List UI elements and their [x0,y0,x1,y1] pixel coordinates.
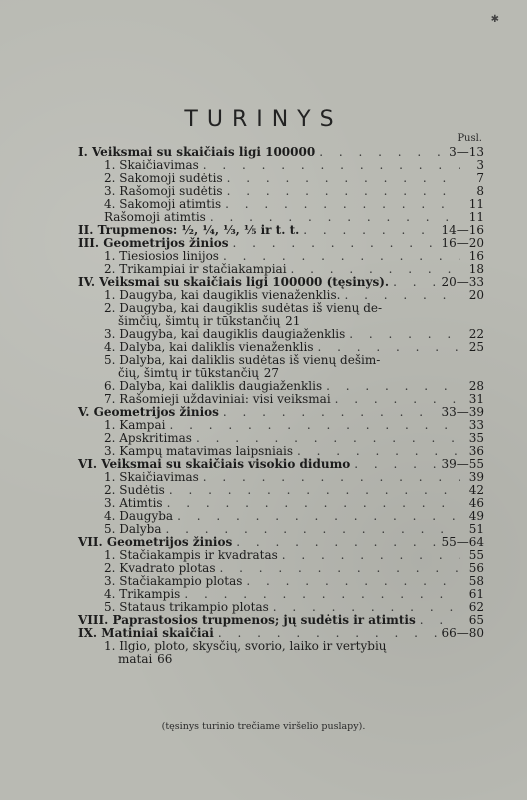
toc-page-number: 39—55 [441,457,484,471]
toc-entry-label: 7. Rašomieji uždaviniai: visi veiksmai [104,392,331,406]
toc-entry-label: 2. Apskritimas [104,431,192,445]
toc-page-number: 55—64 [441,535,484,549]
toc-entry-label: 3. Kampų matavimas laipsniais [104,444,294,458]
toc-page-number: 20 [468,288,484,302]
toc-entry-label: 1. Skaičiavimas [104,470,199,484]
toc-entry-label: 1. Kampai [104,418,166,432]
toc-page-number: 31 [468,392,484,406]
toc-entry-label: 5. Dalyba [104,522,162,536]
toc-entry-label: I. Veiksmai su skaičiais ligi 100000 [78,145,316,159]
dot-leader [354,458,437,471]
toc-entry-label: V. Geometrijos žinios [78,405,219,419]
toc-page-number: 49 [468,509,484,523]
table-of-contents [78,146,484,666]
toc-page-number: 25 [468,340,484,354]
toc-page-number: 8 [476,184,484,198]
toc-entry-label: 4. Trikampis [104,587,181,601]
toc-page-number: 51 [468,522,484,536]
toc-entry-label: 2. Trikampiai ir stačiakampiai [104,262,287,276]
dot-leader [393,276,437,289]
dot-leader [233,237,438,250]
toc-entry-label: 4. Sakomoji atimtis [104,197,222,211]
toc-page-number: 3—13 [449,145,484,159]
toc-page-number: 21 [285,314,301,328]
toc-entry-label: 4. Dalyba, kai daliklis vienaženklis [104,340,314,354]
toc-page-number: 33—39 [441,405,484,419]
page-title: TURINYS [184,107,343,132]
toc-page-number: 36 [468,444,484,458]
toc-entry-label: 3. Atimtis [104,496,163,510]
toc-entry-label: VIII. Paprastosios trupmenos; jų sudėtis ir atimtis [78,613,416,627]
toc-entry-label: 2. Sakomoji sudėtis [104,171,223,185]
toc-entry-label: šimčių, šimtų ir tūkstančių [118,314,281,328]
toc-page-number: 46 [468,496,484,510]
dot-leader [303,224,437,237]
toc-page-number: 61 [468,587,484,601]
toc-entry-label: III. Geometrijos žinios [78,236,229,250]
dot-leader [167,497,460,510]
toc-entry-label: 5. Dalyba, kai daliklis sudėtas iš vienų dešim- [104,353,381,367]
toc-page-number: 20—33 [441,275,484,289]
toc-page-number: 18 [468,262,484,276]
toc-page-number: 22 [468,327,484,341]
dot-leader [223,406,438,419]
toc-entry-label: VII. Geometrijos žinios [78,535,233,549]
toc-entry-label: Rašomoji atimtis [104,210,206,224]
dot-leader [225,198,460,211]
toc-page-number: 66—80 [441,626,484,640]
continuation-note: (tęsinys turinio trečiame viršelio puslapy). [161,721,366,732]
toc-entry-label: 4. Daugyba [104,509,174,523]
toc-page-number: 56 [468,561,484,575]
toc-entry-label: 5. Stataus trikampio plotas [104,600,269,614]
toc-page-number: 66 [157,652,173,666]
toc-entry-label: 2. Kvadrato plotas [104,561,216,575]
page-column-header: Pusl. [457,133,482,144]
toc-entry-label: 1. Skaičiavimas [104,158,199,172]
dot-leader [203,471,460,484]
toc-page-number: 11 [468,210,484,224]
toc-page-number: 39 [468,470,484,484]
toc-entry-label: II. Trupmenos: ½, ¼, ⅓, ⅕ ir t. t. [78,223,300,237]
toc-page-number: 65 [468,613,484,627]
dot-leader [227,172,460,185]
toc-entry-label: 1. Ilgio, ploto, skysčių, svorio, laiko ir vertybių [104,639,387,653]
toc-page-number: 7 [476,171,484,185]
toc-entry-label: 2. Daugyba, kai daugiklis sudėtas iš vienų de- [104,301,383,315]
toc-page-number: 14—16 [441,223,484,237]
toc-entry-label: 2. Sudėtis [104,483,165,497]
toc-entry-label: 3. Rašomoji sudėtis [104,184,223,198]
dot-leader [326,380,460,393]
toc-entry-label: IV. Veiksmai su skaičiais ligi 100000 (tęsinys). [78,275,390,289]
toc-page-number: 62 [468,600,484,614]
dot-leader [319,146,445,159]
toc-entry-label: VI. Veiksmai su skaičiais visokio didumo [78,457,351,471]
dot-leader [282,549,460,562]
toc-entry-label: 1. Stačiakampis ir kvadratas [104,548,278,562]
toc-page-number: 16 [468,249,484,263]
toc-entry-label: 1. Tiesiosios linijos [104,249,219,263]
toc-entry-label: čių, šimtų ir tūkstančių [118,366,260,380]
dot-leader [169,484,460,497]
toc-entry-row [78,653,484,666]
toc-entry-label: 3. Stačiakampio plotas [104,574,243,588]
dot-leader [177,510,460,523]
toc-page-number: 3 [476,158,484,172]
toc-entry-label: 1. Daugyba, kai daugiklis vienaženklis. [104,288,341,302]
dot-leader [219,562,460,575]
corner-mark: ✱ [490,14,499,25]
toc-page-number: 58 [468,574,484,588]
dot-leader [203,159,460,172]
dot-leader [169,419,460,432]
dot-leader [227,185,460,198]
toc-entry-label: matai [118,652,153,666]
toc-page-number: 11 [468,197,484,211]
dot-leader [349,328,460,341]
toc-entry-label: 6. Dalyba, kai daliklis daugiaženklis [104,379,323,393]
toc-page-number: 55 [468,548,484,562]
toc-page-number: 33 [468,418,484,432]
toc-entry-label: IX. Matiniai skaičiai [78,626,214,640]
toc-entry-label: 3. Daugyba, kai daugiklis daugiaženklis [104,327,346,341]
toc-page-number: 16—20 [441,236,484,250]
dot-leader [246,575,460,588]
toc-page-number: 35 [468,431,484,445]
toc-page-number: 27 [263,366,280,380]
toc-page-number: 28 [468,379,484,393]
toc-page-number: 42 [468,483,484,497]
